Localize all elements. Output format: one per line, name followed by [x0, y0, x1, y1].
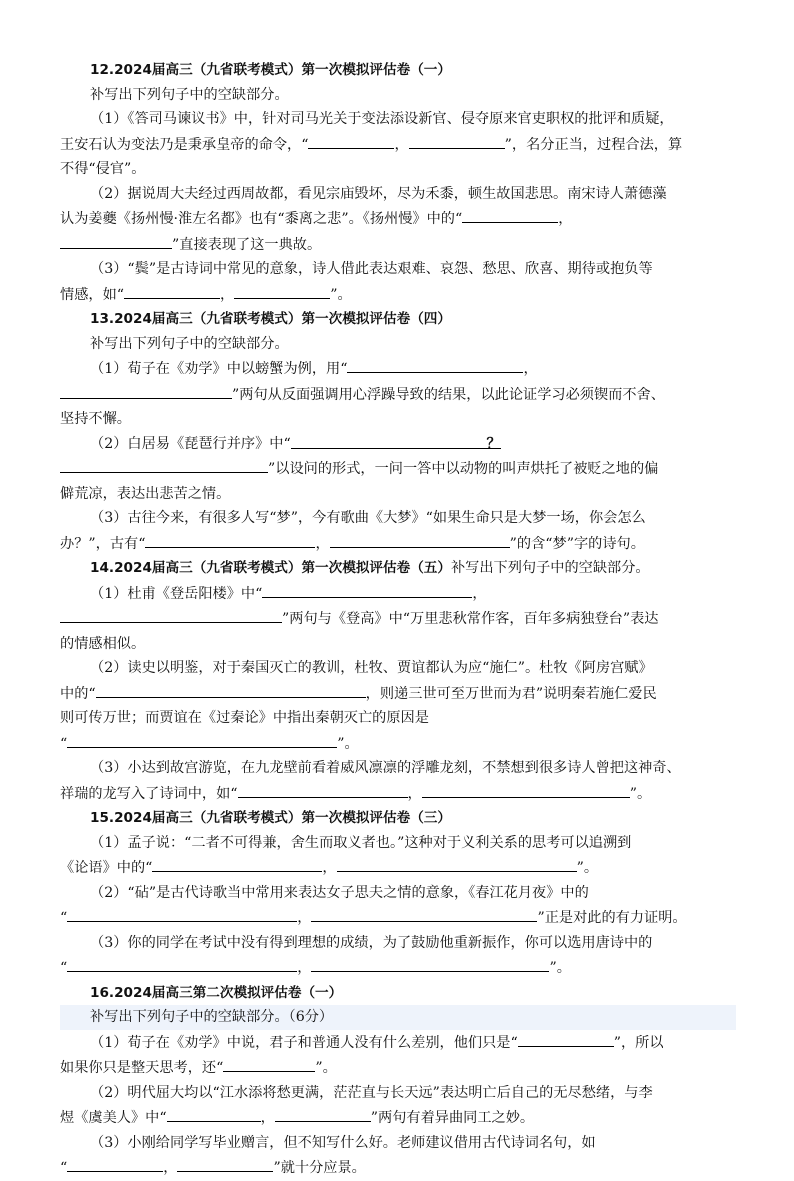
answer-blank[interactable]	[223, 1055, 315, 1072]
answer-blank[interactable]	[167, 1105, 261, 1122]
question-text: “ ， ”。	[60, 955, 736, 981]
answer-blank[interactable]	[145, 531, 315, 548]
answer-blank[interactable]	[96, 681, 366, 698]
answer-blank[interactable]	[234, 282, 330, 299]
question-text: ”直接表现了这一典故。	[60, 232, 736, 258]
answer-blank[interactable]	[124, 282, 220, 299]
answer-blank[interactable]	[67, 905, 297, 922]
answer-blank[interactable]	[60, 232, 172, 249]
answer-blank[interactable]	[337, 855, 577, 872]
question-text: （3）你的同学在考试中没有得到理想的成绩，为了鼓励他重新振作，你可以选用唐诗中的	[90, 934, 653, 951]
question-text: 坚持不懈。	[60, 411, 131, 427]
section-14	[60, 556, 736, 806]
answer-blank[interactable]: ？	[291, 432, 501, 449]
question-text: （3）小达到故宫游览，在九龙壁前看着威风凛凛的浮雕龙刻，不禁想到很多诗人曾把这神奇、	[90, 760, 681, 776]
question-text: （2）读史以明鉴，对于秦国灭亡的教训，杜牧、贾谊都认为应“施仁”。杜牧《阿房宫赋》	[90, 660, 653, 676]
instruction: 补写出下列句子中的空缺部分。	[90, 86, 289, 103]
question-text: 认为姜夔《扬州慢·淮左名都》也有“黍离之悲”。《扬州慢》中的“ ，	[60, 206, 736, 232]
answer-blank[interactable]	[308, 132, 394, 149]
question-text: 办？”，古有“ ， ”的含“梦”字的诗句。	[60, 531, 736, 557]
question-text: （2）明代屈大均以“江水添将愁更满，茫茫直与长天远”表达明亡后自己的无尽愁绪，与李	[90, 1084, 653, 1101]
question-text: 僻荒凉，表达出悲苦之情。	[60, 485, 231, 502]
answer-blank[interactable]	[462, 206, 558, 223]
question-text: ”以设问的形式，一问一答中以动物的叫声烘托了被贬之地的偏	[60, 456, 736, 482]
answer-blank[interactable]	[60, 382, 232, 399]
question-text: （2）“砧”是古代诗歌当中常用来表达女子思夫之情的意象，《春江花月夜》中的	[90, 884, 589, 901]
section-title: 14.2024届高三（九省联考模式）第一次模拟评估卷（五）补写出下列句子中的空缺部分。	[90, 560, 650, 576]
answer-blank[interactable]	[67, 955, 297, 972]
section-12	[60, 58, 736, 307]
question-text: ”两句与《登高》中“万里悲秋常作客，百年多病独登台”表达	[60, 606, 736, 632]
answer-blank[interactable]	[238, 781, 408, 798]
question-text: “ ”。	[60, 731, 736, 757]
question-text: （3）古往今来，有很多人写“梦”，今有歌曲《大梦》“如果生命只是大梦一场，你会怎么	[90, 510, 646, 526]
section-15	[60, 806, 736, 981]
section-title: 12.2024届高三（九省联考模式）第一次模拟评估卷（一）	[90, 62, 451, 78]
section-16	[60, 981, 736, 1181]
question-text: 不得“侵官”。	[60, 161, 146, 177]
answer-blank[interactable]	[67, 1155, 163, 1172]
question-text: “ ， ”正是对此的有力证明。	[60, 905, 736, 931]
question-text: 祥瑞的龙写入了诗词中，如“ ， ”。	[60, 781, 736, 807]
answer-blank[interactable]	[347, 356, 523, 373]
answer-blank[interactable]	[60, 606, 282, 623]
worksheet-page	[60, 58, 736, 1181]
answer-blank[interactable]	[60, 456, 268, 473]
answer-blank[interactable]	[422, 781, 630, 798]
question-text: 煜《虞美人》中“ ， ”两句有着异曲同工之妙。	[60, 1105, 736, 1131]
answer-blank[interactable]	[311, 905, 537, 922]
instruction: 补写出下列句子中的空缺部分。（6分）	[60, 1005, 736, 1030]
question-text: （1）《答司马谏议书》中，针对司马光关于变法添设新官、侵夺原来官吏职权的批评和质疑，	[90, 111, 674, 127]
question-text: （2）白居易《琵琶行并序》中“ ？	[60, 432, 736, 457]
answer-blank[interactable]	[275, 1105, 371, 1122]
answer-blank[interactable]	[152, 855, 322, 872]
question-text: ”两句从反面强调用心浮躁导致的结果，以此论证学习必须锲而不舍、	[60, 382, 736, 408]
question-text: 则可传万世；而贾谊在《过秦论》中指出秦朝灭亡的原因是	[60, 710, 429, 726]
section-title: 16.2024届高三第二次模拟评估卷（一）	[90, 984, 343, 1001]
question-text: 《论语》中的“ ， ”。	[60, 855, 736, 881]
question-text: （3）小刚给同学写毕业赠言，但不知写什么好。老师建议借用古代诗词名句，如	[90, 1134, 596, 1151]
question-text: （3）“鬓”是古诗词中常见的意象，诗人借此表达艰难、哀怨、愁思、欣喜、期待或抱负等	[90, 261, 653, 277]
question-text: （1）孟子说：“二者不可得兼，舍生而取义者也。”这种对于义利关系的思考可以追溯到	[90, 834, 632, 851]
answer-blank[interactable]	[311, 955, 549, 972]
question-text: （1）荀子在《劝学》中以螃蟹为例，用“ ，	[60, 356, 736, 382]
question-text: 王安石认为变法乃是秉承皇帝的命令，“ ， ”，名分正当，过程合法，算	[60, 132, 736, 158]
question-text: （1）杜甫《登岳阳楼》中“ ，	[60, 581, 736, 607]
question-text: 如果你只是整天思考，还“ ”。	[60, 1055, 736, 1081]
answer-blank[interactable]	[67, 731, 337, 748]
question-text: （2）据说周大夫经过西周故都，看见宗庙毁坏，尽为禾黍，顿生故国悲思。南宋诗人萧德藻	[90, 185, 667, 202]
section-13	[60, 307, 736, 556]
answer-blank[interactable]	[262, 581, 472, 598]
question-text: “ ， ”就十分应景。	[60, 1155, 736, 1181]
section-title: 15.2024届高三（九省联考模式）第一次模拟评估卷（三）	[90, 810, 451, 826]
question-text: 中的“ ，则递三世可至万世而为君”说明秦若施仁爱民	[60, 681, 736, 707]
question-text: （1）荀子在《劝学》中说，君子和普通人没有什么差别，他们只是“ ”，所以	[60, 1030, 736, 1056]
instruction: 补写出下列句子中的空缺部分。	[90, 335, 289, 352]
section-title: 13.2024届高三（九省联考模式）第一次模拟评估卷（四）	[90, 311, 451, 327]
question-text: 的情感相似。	[60, 635, 146, 652]
answer-blank[interactable]	[330, 531, 510, 548]
answer-blank[interactable]	[518, 1030, 614, 1047]
question-text: 情感，如“ ， ”。	[60, 282, 736, 308]
answer-blank[interactable]	[409, 132, 505, 149]
answer-blank[interactable]	[177, 1155, 273, 1172]
